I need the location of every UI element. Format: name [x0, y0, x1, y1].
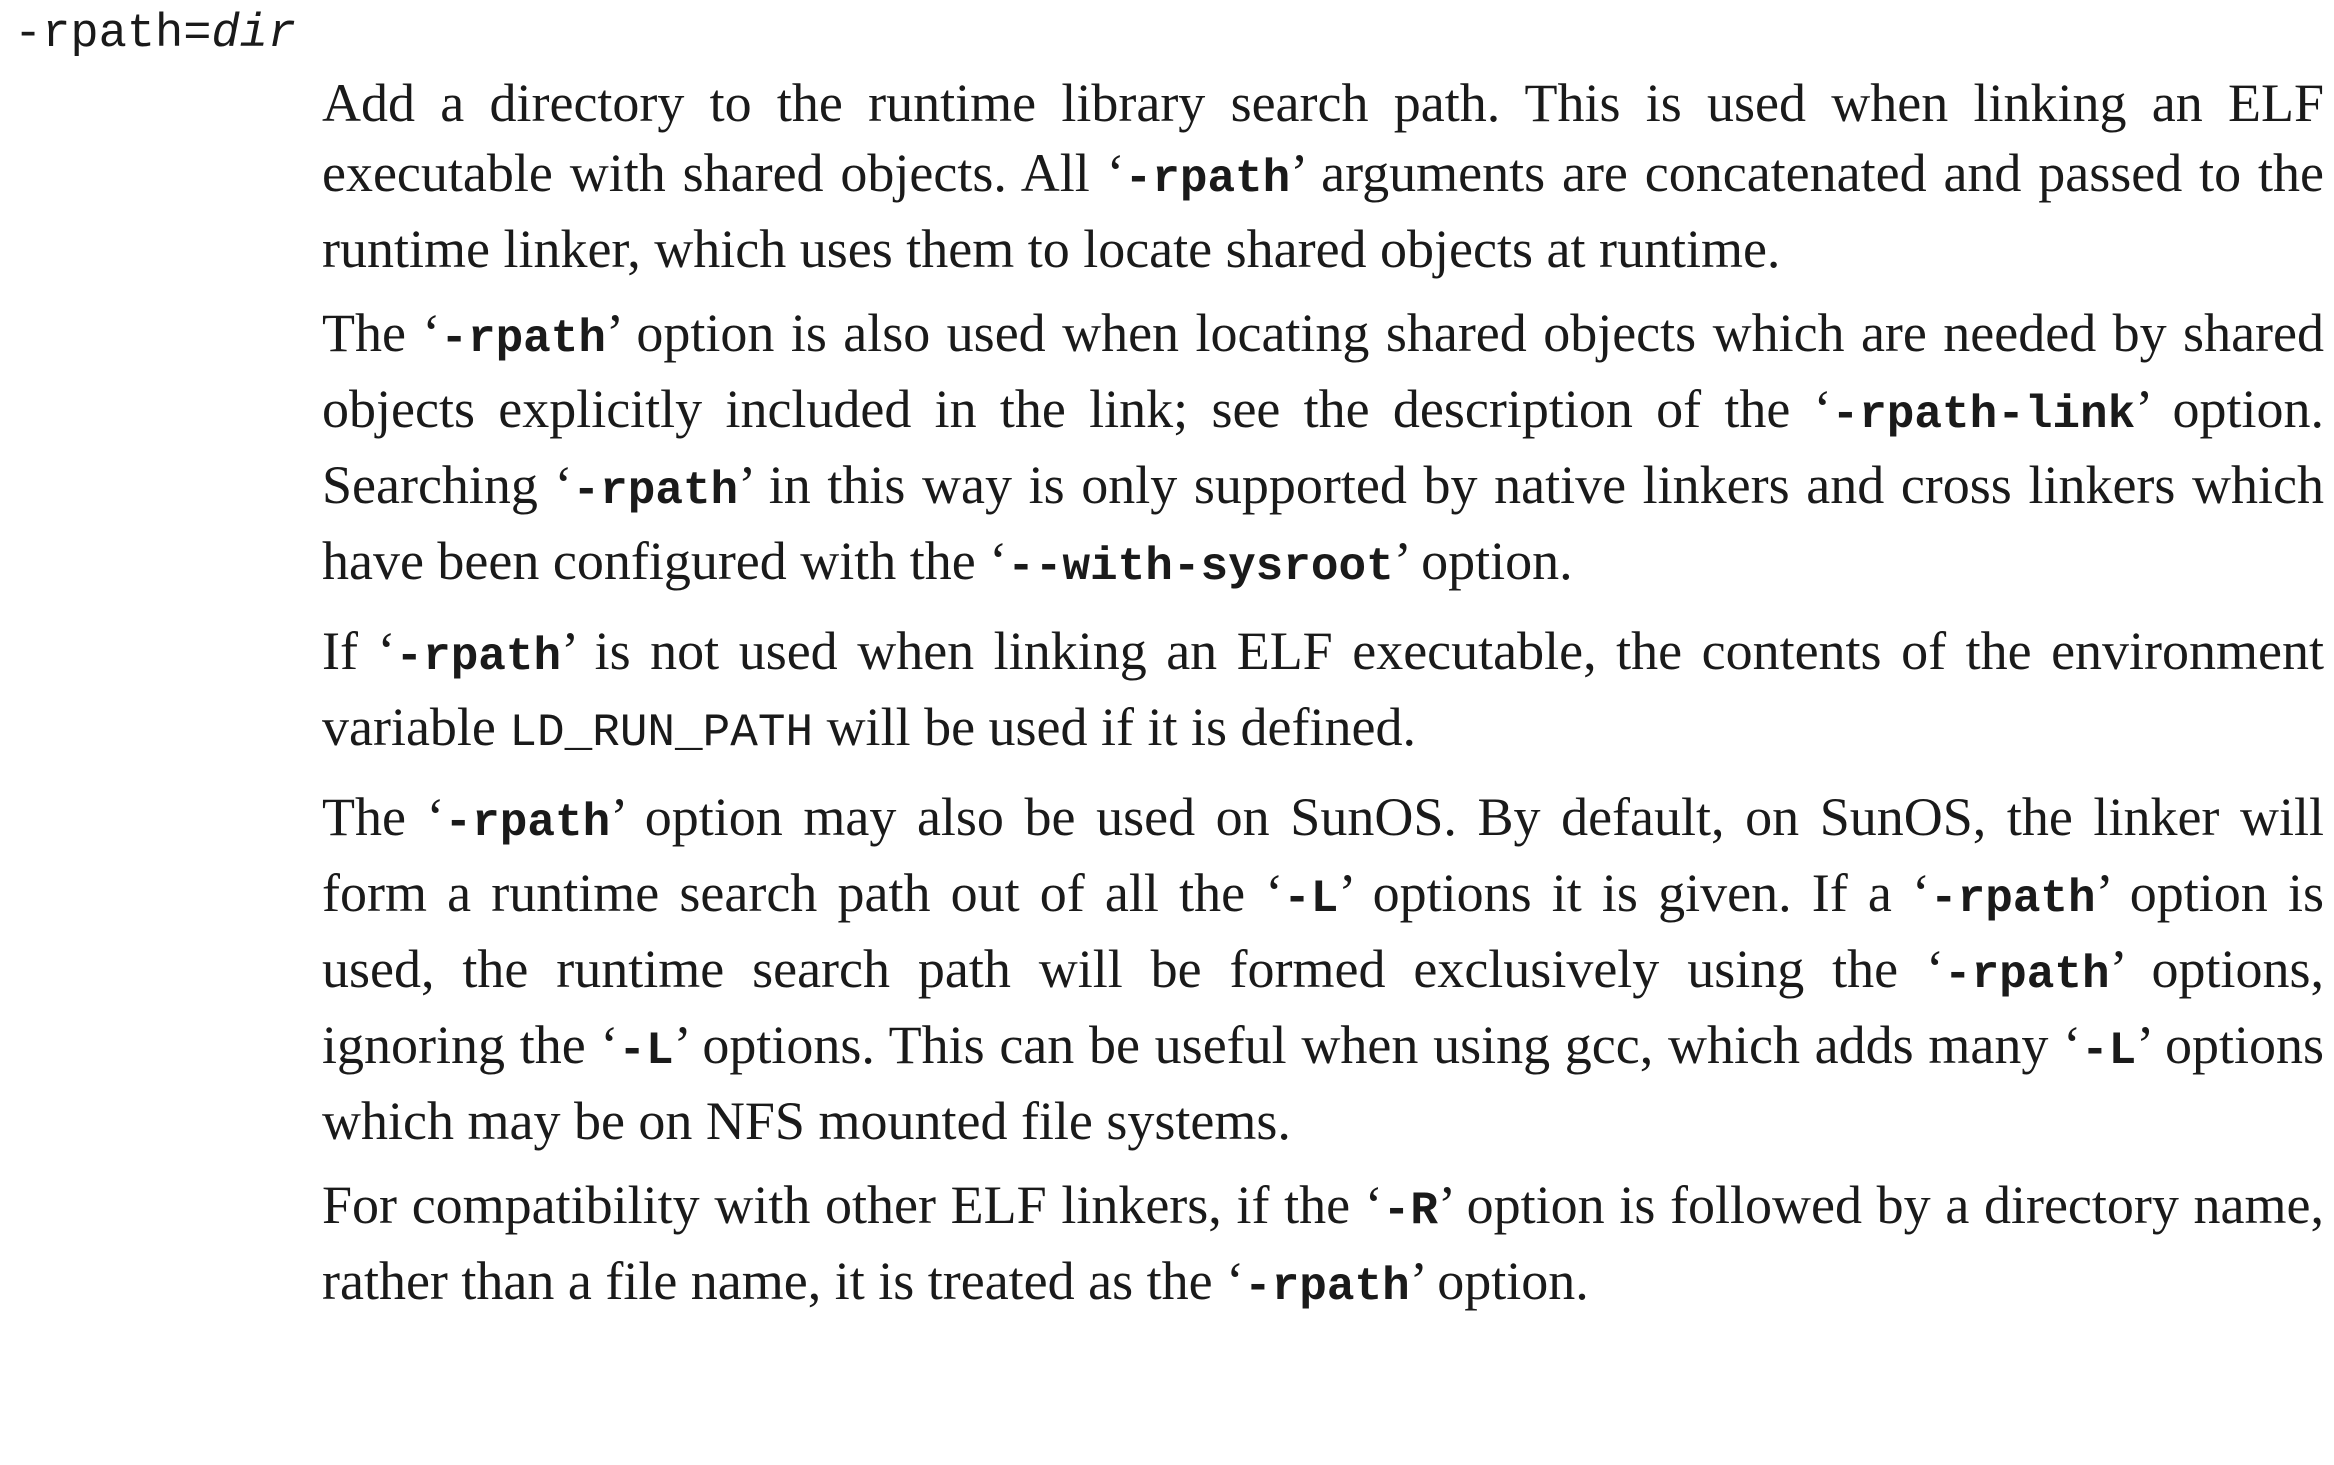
paragraph-text: ’ options which may be on NFS mounted file systems.	[322, 1015, 2325, 1151]
paragraph-text: ’ option. Searching ‘	[322, 379, 2324, 515]
inline-code-option: -rpath	[572, 465, 739, 517]
description-paragraph	[322, 68, 2324, 284]
inline-code-option: -rpath	[1943, 949, 2110, 1001]
paragraph-text: ’ option.	[1393, 531, 1573, 591]
paragraph-text: ’ option.	[1409, 1251, 1589, 1311]
paragraph-text: ’ options it is given. If a ‘	[1338, 863, 1931, 923]
option-argument: dir	[211, 8, 297, 61]
paragraph-text: ’ options. This can be useful when using gcc, which adds many ‘	[673, 1015, 2082, 1075]
inline-code-option: -rpath	[440, 313, 606, 365]
env-variable: LD_RUN_PATH	[509, 707, 814, 759]
paragraph-text: ’ in this way is only supported by native linkers and cross linkers which have been configured with the ‘	[322, 455, 2325, 591]
paragraph-text: The ‘	[322, 303, 441, 363]
inline-code-option: -rpath	[1244, 1261, 1410, 1313]
option-term	[14, 4, 296, 66]
inline-code-option: -rpath	[395, 631, 562, 683]
paragraph-text: The ‘	[322, 787, 445, 847]
paragraph-text: For compatibility with other ELF linkers, if the ‘	[322, 1175, 1383, 1235]
paragraph-text: If ‘	[322, 621, 396, 681]
inline-code-option: --with-sysroot	[1007, 541, 1394, 593]
inline-code-option: -L	[2081, 1025, 2137, 1077]
paragraph-text: will be used if it is defined.	[813, 697, 1416, 757]
inline-code-option: -L	[1283, 873, 1339, 925]
inline-code-option: -R	[1382, 1185, 1438, 1237]
inline-code-option: -rpath	[444, 797, 611, 849]
inline-code-option: -rpath-link	[1831, 389, 2136, 441]
inline-code-option: -rpath	[1124, 153, 1291, 205]
paragraph-text: ’ option is used, the runtime search path will be formed exclusively using the ‘	[322, 863, 2324, 999]
description-paragraph	[322, 1170, 2324, 1322]
paragraph-text: ’ option may also be used on SunOS. By default, on SunOS, the linker will form a runtime search path out of all the ‘	[322, 787, 2325, 923]
description-paragraph	[322, 782, 2324, 1156]
inline-code-option: -L	[618, 1025, 674, 1077]
paragraph-text: ’ is not used when linking an ELF executable, the contents of the environment variable	[322, 621, 2325, 757]
inline-code-option: -rpath	[1930, 873, 2096, 925]
paragraph-text: ’ option is followed by a directory name, rather than a file name, it is treated as the ‘	[322, 1175, 2324, 1311]
paragraph-text: ’ arguments are concatenated and passed to the runtime linker, which uses them to locate shared objects at runtime.	[322, 143, 2324, 279]
option-name: -rpath=	[14, 8, 212, 61]
description-paragraph	[322, 616, 2324, 768]
paragraph-text: ’ options, ignoring the ‘	[322, 939, 2325, 1075]
paragraph-text: Add a directory to the runtime library search path. This is used when linking an ELF executable with shared objects. All ‘	[322, 73, 2324, 203]
option-description	[322, 68, 2324, 1336]
paragraph-text: ’ option is also used when locating shared objects which are needed by shared objects explicitly included in the link; see the description of the ‘	[322, 303, 2324, 439]
description-paragraph	[322, 298, 2324, 602]
